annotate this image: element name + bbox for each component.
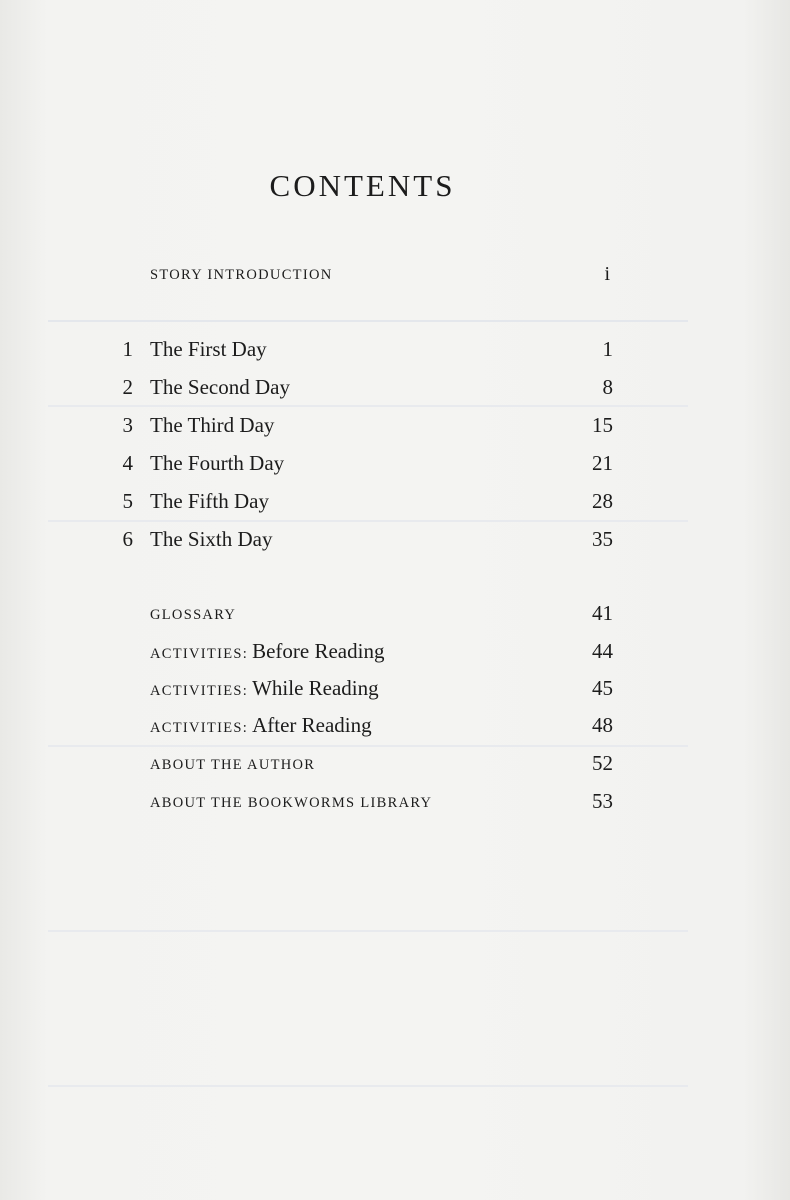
toc-entry-activities-before: [0, 640, 790, 670]
toc-chapter-6: [0, 528, 790, 558]
chapter-number: 6: [122, 527, 133, 551]
toc-entry-label: GLOSSARY: [150, 607, 237, 623]
toc-entry-label-rest: After Reading: [252, 713, 372, 737]
toc-chapter-2: [0, 376, 790, 406]
toc-entry-label-rest: Before Reading: [252, 639, 385, 663]
chapter-title: The Third Day: [150, 413, 275, 437]
chapter-title: The First Day: [150, 337, 267, 361]
chapter-title: The Second Day: [150, 375, 290, 399]
toc-entry-about-author: [0, 752, 790, 782]
chapter-page: 28: [592, 489, 613, 513]
show-through-line: [48, 930, 688, 932]
show-through-line: [48, 320, 688, 322]
toc-entry-label-caps: ACTIVITIES:: [150, 646, 249, 662]
chapter-page: 8: [602, 375, 613, 399]
toc-entry-about-library: [0, 790, 790, 820]
toc-entry-label: [150, 676, 379, 701]
chapter-title: The Fifth Day: [150, 489, 269, 513]
toc-entry-activities-after: [0, 714, 790, 744]
chapter-title: The Sixth Day: [150, 527, 273, 551]
toc-entry-page: 53: [592, 789, 613, 813]
chapter-number: 5: [122, 489, 133, 513]
chapter-number: 4: [122, 451, 133, 475]
toc-chapter-3: [0, 414, 790, 444]
toc-entry-page: 41: [592, 601, 613, 625]
toc-entry-activities-while: [0, 677, 790, 707]
toc-entry-page: 45: [592, 676, 613, 700]
show-through-line: [48, 1085, 688, 1087]
toc-entry-intro: [0, 262, 790, 292]
toc-entry-label: ABOUT THE BOOKWORMS LIBRARY: [150, 795, 433, 811]
chapter-page: 21: [592, 451, 613, 475]
toc-chapter-5: [0, 490, 790, 520]
toc-entry-page: 44: [592, 639, 613, 663]
toc-entry-page: 52: [592, 751, 613, 775]
toc-entry-page: i: [604, 263, 610, 285]
chapter-title: The Fourth Day: [150, 451, 285, 475]
chapter-number: 3: [122, 413, 133, 437]
show-through-line: [48, 745, 688, 747]
show-through-line: [48, 520, 688, 522]
toc-entry-label: STORY INTRODUCTION: [150, 267, 333, 283]
chapter-page: 35: [592, 527, 613, 551]
toc-entry-glossary: [0, 602, 790, 632]
chapter-number: 2: [122, 375, 133, 399]
contents-title: CONTENTS: [269, 168, 456, 203]
toc-entry-label: ABOUT THE AUTHOR: [150, 757, 316, 773]
chapter-number: 1: [122, 337, 133, 361]
toc-entry-label-caps: ACTIVITIES:: [150, 683, 249, 699]
toc-entry-label: [150, 639, 384, 664]
chapter-page: 1: [602, 337, 613, 361]
toc-chapter-1: [0, 338, 790, 368]
toc-entry-label-rest: While Reading: [252, 676, 379, 700]
toc-entry-label: [150, 713, 372, 738]
toc-entry-page: 48: [592, 713, 613, 737]
chapter-page: 15: [592, 413, 613, 437]
toc-entry-label-caps: ACTIVITIES:: [150, 720, 249, 736]
toc-chapter-4: [0, 452, 790, 482]
